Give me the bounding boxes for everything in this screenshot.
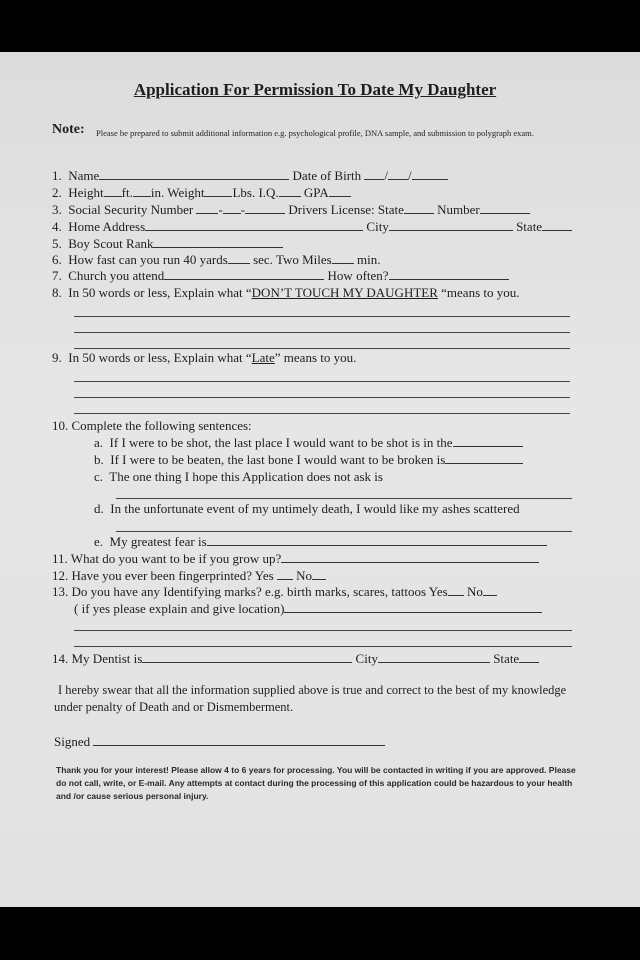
height-in-field[interactable] bbox=[133, 185, 151, 197]
item-8-answer-line-3[interactable] bbox=[74, 348, 570, 349]
item-10d-text: In the unfortunate event of my untimely death, I would like my ashes scattered bbox=[110, 501, 520, 516]
item-10e-letter: e. bbox=[94, 534, 104, 549]
oath-statement: I hereby swear that all the information supplied above is true and correct to the best of my knowledge under penalty of Death and or Dismemberment. bbox=[54, 683, 567, 714]
item-12-fingerprinted bbox=[52, 568, 326, 584]
address-label: Home Address bbox=[68, 219, 146, 234]
run-40-label: How fast can you run 40 yards bbox=[68, 252, 228, 267]
dob-month-field[interactable] bbox=[364, 168, 384, 180]
how-often-field[interactable] bbox=[389, 268, 509, 280]
item-13-number: 13. bbox=[52, 584, 69, 599]
item-10b bbox=[94, 452, 523, 468]
weight-label: in. Weight bbox=[150, 185, 205, 200]
two-miles-field[interactable] bbox=[332, 252, 354, 264]
item-13-location-field[interactable] bbox=[284, 601, 542, 613]
item-10c-letter: c. bbox=[94, 469, 104, 484]
item-10a bbox=[94, 435, 523, 451]
item-8-text-post: “means to you. bbox=[437, 285, 520, 300]
scout-rank-label: Boy Scout Rank bbox=[68, 236, 154, 251]
state-label: State bbox=[516, 219, 543, 234]
item-10-number: 10. bbox=[52, 418, 69, 433]
ssn-label: Social Security Number bbox=[68, 202, 194, 217]
dob-separator-2: / bbox=[408, 168, 412, 183]
state-field[interactable] bbox=[542, 219, 572, 231]
item-3-ssn-license bbox=[52, 202, 530, 218]
item-10e-text: My greatest fear is bbox=[109, 534, 207, 549]
item-4-address bbox=[52, 219, 572, 235]
item-9-emphasis: Late bbox=[251, 350, 275, 365]
dentist-state-field[interactable] bbox=[519, 651, 539, 663]
ft-label: ft. bbox=[121, 185, 133, 200]
item-13-sub bbox=[74, 601, 542, 617]
item-7-church bbox=[52, 268, 509, 284]
item-10-text: Complete the following sentences: bbox=[71, 418, 252, 433]
item-13-text: Do you have any Identifying marks? e.g. birth marks, scares, tattoos Yes bbox=[71, 584, 448, 599]
ssn-dash-1: - bbox=[218, 202, 223, 217]
city-label: City bbox=[366, 219, 389, 234]
item-7-number: 7. bbox=[52, 268, 62, 283]
item-8-dont-touch bbox=[52, 285, 519, 301]
item-10c-text: The one thing I hope this Application does not ask is bbox=[109, 469, 383, 484]
item-9-number: 9. bbox=[52, 350, 62, 365]
item-9-answer-line-1[interactable] bbox=[74, 381, 570, 382]
dob-year-field[interactable] bbox=[412, 168, 448, 180]
item-10a-field[interactable] bbox=[453, 435, 523, 447]
dob-day-field[interactable] bbox=[388, 168, 408, 180]
name-field[interactable] bbox=[99, 168, 289, 180]
gpa-label: GPA bbox=[303, 185, 329, 200]
church-label: Church you attend bbox=[68, 268, 165, 283]
item-10a-text: If I were to be shot, the last place I would want to be shot is in the bbox=[109, 435, 453, 450]
item-9-answer-line-3[interactable] bbox=[74, 413, 570, 414]
dob-label: Date of Birth bbox=[292, 168, 362, 183]
item-3-number: 3. bbox=[52, 202, 62, 217]
address-field[interactable] bbox=[145, 219, 363, 231]
item-4-number: 4. bbox=[52, 219, 62, 234]
item-12-number: 12. bbox=[52, 568, 69, 583]
item-8-text-pre: In 50 words or less, Explain what “ bbox=[68, 285, 252, 300]
item-2-number: 2. bbox=[52, 185, 62, 200]
dentist-city-field[interactable] bbox=[378, 651, 490, 663]
item-1-number: 1. bbox=[52, 168, 62, 183]
item-10e bbox=[94, 534, 547, 550]
dob-separator-1: / bbox=[384, 168, 389, 183]
note-label: Note: bbox=[52, 122, 85, 137]
item-13-sub-text: ( if yes please explain and give location) bbox=[74, 601, 285, 616]
license-number-label: Number bbox=[437, 202, 480, 217]
item-9-text-post: ” means to you. bbox=[274, 350, 357, 365]
item-14-number: 14. bbox=[52, 651, 69, 666]
item-13-marks bbox=[52, 584, 497, 600]
iq-label: Lbs. I.Q. bbox=[232, 185, 279, 200]
item-9-late bbox=[52, 350, 356, 366]
item-10c bbox=[94, 469, 383, 485]
item-10b-letter: b. bbox=[94, 452, 104, 467]
item-10-label bbox=[52, 418, 252, 434]
dentist-field[interactable] bbox=[142, 651, 352, 663]
item-12-text: Have you ever been fingerprinted? Yes bbox=[71, 568, 274, 583]
iq-field[interactable] bbox=[279, 185, 301, 197]
item-12-yes-field[interactable] bbox=[277, 568, 293, 580]
item-8-number: 8. bbox=[52, 285, 62, 300]
min-label: min. bbox=[356, 252, 381, 267]
item-8-answer-line-2[interactable] bbox=[74, 332, 570, 333]
church-field[interactable] bbox=[164, 268, 324, 280]
item-13-no-field[interactable] bbox=[483, 584, 497, 596]
ssn-field-2[interactable] bbox=[223, 202, 241, 214]
item-5-scout-rank bbox=[52, 236, 283, 252]
dentist-city-label: City bbox=[355, 651, 378, 666]
item-6-number: 6. bbox=[52, 252, 62, 267]
item-10e-field[interactable] bbox=[207, 534, 547, 546]
item-1-name-dob bbox=[52, 168, 448, 184]
item-10a-letter: a. bbox=[94, 435, 104, 450]
item-10d bbox=[94, 501, 520, 517]
signed-label: Signed bbox=[54, 734, 91, 749]
note-text: Please be prepared to submit additional information e.g. psychological profile, DNA sample, and submission to polygraph exam. bbox=[96, 128, 534, 138]
item-12-no-field[interactable] bbox=[312, 568, 326, 580]
item-10c-answer-line[interactable] bbox=[116, 498, 572, 499]
item-12-no-label: No bbox=[296, 568, 313, 583]
name-label: Name bbox=[68, 168, 100, 183]
scout-rank-field[interactable] bbox=[153, 236, 283, 248]
item-5-number: 5. bbox=[52, 236, 62, 251]
signature-row bbox=[54, 734, 385, 750]
dentist-label: My Dentist is bbox=[71, 651, 143, 666]
height-label: Height bbox=[68, 185, 104, 200]
item-2-height-weight bbox=[52, 185, 351, 201]
item-10b-text: If I were to be beaten, the last bone I would want to be broken is bbox=[110, 452, 446, 467]
how-often-label: How often? bbox=[327, 268, 389, 283]
ssn-dash-2: - bbox=[240, 202, 246, 217]
two-miles-label: sec. Two Miles bbox=[253, 252, 332, 267]
run-40-field[interactable] bbox=[228, 252, 250, 264]
ssn-field-1[interactable] bbox=[196, 202, 218, 214]
license-state-label: Drivers License: State bbox=[288, 202, 404, 217]
item-6-running bbox=[52, 252, 380, 268]
item-13-yes-field[interactable] bbox=[448, 584, 464, 596]
item-14-dentist bbox=[52, 651, 539, 667]
item-8-emphasis: DON’T TOUCH MY DAUGHTER bbox=[251, 285, 438, 300]
dentist-state-label: State bbox=[493, 651, 520, 666]
license-state-field[interactable] bbox=[404, 202, 434, 214]
item-8-answer-line-1[interactable] bbox=[74, 316, 570, 317]
item-13-answer-line-1[interactable] bbox=[74, 630, 572, 631]
page-title: Application For Permission To Date My Daughter bbox=[133, 80, 497, 99]
item-11-field[interactable] bbox=[281, 551, 539, 563]
license-number-field[interactable] bbox=[480, 202, 530, 214]
weight-field[interactable] bbox=[204, 185, 232, 197]
item-13-no-label: No bbox=[466, 584, 483, 599]
application-form-paper bbox=[0, 52, 640, 907]
item-9-answer-line-2[interactable] bbox=[74, 397, 570, 398]
gpa-field[interactable] bbox=[329, 185, 351, 197]
city-field[interactable] bbox=[389, 219, 513, 231]
item-11-number: 11. bbox=[52, 551, 68, 566]
item-10d-letter: d. bbox=[94, 501, 104, 516]
ssn-field-3[interactable] bbox=[245, 202, 285, 214]
item-11-text: What do you want to be if you grow up? bbox=[70, 551, 282, 566]
item-10d-answer-line[interactable] bbox=[116, 531, 572, 532]
item-10b-field[interactable] bbox=[445, 452, 523, 464]
footer-notice: Thank you for your interest! Please allow 4 to 6 years for processing. You will be contacted in writing if you are approved. Please do not call, write, or E-mail. Any attempts at contact during the processing of this application could be hazardous to your health and /or cause serious personal injury. bbox=[56, 765, 576, 801]
item-9-text-pre: In 50 words or less, Explain what “ bbox=[68, 350, 252, 365]
item-13-answer-line-2[interactable] bbox=[74, 646, 572, 647]
height-ft-field[interactable] bbox=[104, 185, 122, 197]
item-11-grow-up bbox=[52, 551, 539, 567]
signature-field[interactable] bbox=[93, 734, 385, 746]
